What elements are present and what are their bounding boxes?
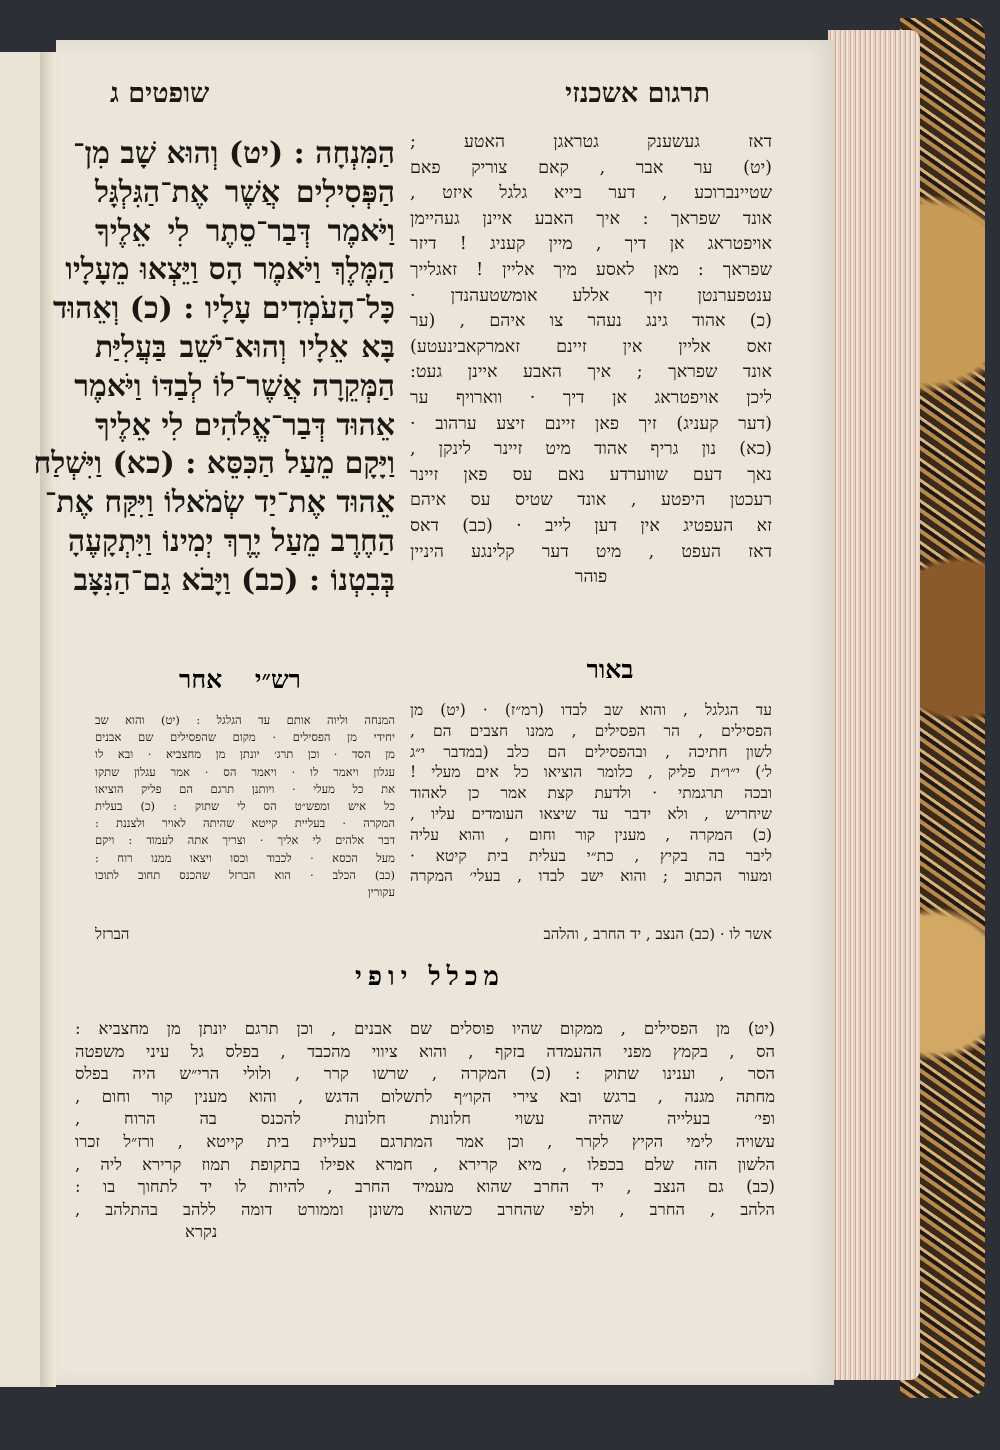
- shared-line-right: אשר לו · (כב) הנצב , יד החרב , והלהב: [543, 925, 772, 943]
- yiddish-line: שטיינברוכע , דער בייא גלגל איזט ,: [410, 183, 772, 204]
- yiddish-line: נאך דעם שווערדע נאם עס פאן זיינר: [410, 464, 772, 485]
- rashi-line: (כב) הכלב · הוא הברזל שהכנס תחוב לתוכו: [95, 867, 395, 882]
- hebrew-line: הַמֶּלֶךְ וַיֹּאמֶר הָס וַיֵּצְאוּ מֵעָלָיו: [65, 252, 395, 288]
- hebrew-line: הַפְּסִילִים אֲשֶׁר אֶת־הַגִּלְגָּל: [95, 174, 395, 210]
- rashi-line: מעל הכסא · לכבוד וכסו ויצאו ממנו רוח :: [95, 850, 395, 865]
- yiddish-line: זא העפטיג אין דען לייב · (כב) דאס: [410, 515, 772, 536]
- shared-continuation-line: [95, 924, 772, 944]
- page-edges: [828, 30, 920, 1380]
- mikhlol-line: (יט) מן הפסילים , ממקום שהיו פוסלים שם אבנים , וכן תרגם יונתן מן מחצביא :: [75, 1019, 775, 1038]
- hebrew-line: הַחֶרֶב מֵעַל יֶרֶךְ יְמִינוֹ וַיִּתְקָעֶהָ: [67, 523, 395, 559]
- rashi-commentary: [95, 712, 395, 901]
- biur-line: הפסילים , הר הפסילים , ממנו חצבים הם ,: [410, 721, 772, 740]
- biur-line: (כ) המקרה , מענין קור וחום , והוא עליה: [410, 825, 772, 844]
- mikhlol-line: עשויה לימי הקיץ לקרר , וכן אמר המתרגם בעליית בית קייטא , ורז״ל זכרו: [75, 1131, 775, 1151]
- yiddish-line: (כ) אהוד גינג נעהר צו איהם , (ער: [410, 311, 772, 332]
- rashi-line: מן הסד · וכן תרג׳ יונתן מן מחצביא · ובא לו: [95, 747, 395, 762]
- yiddish-line: (כא) נון גריף אהוד מיט זיינר לינקן ,: [410, 439, 772, 460]
- mikhlol-yofi-commentary: [75, 1018, 775, 1244]
- hebrew-line: בָּא אֵלָיו וְהוּא־יֹשֵׁב בַּעֲלִיַּת: [95, 329, 395, 365]
- biur-line: לשון חתיכה , ובהפסילים הם כלב (במדבר י״ג: [410, 742, 772, 761]
- biur-line: ל׳) י״ו״ת פליק , כלומר הוציאו כל אים מעלי !: [410, 763, 772, 782]
- mikhlol-line: (כב) גם הנצב , יד החרב שהוא מעמיד החרב , להיות לו יד לתחוך בו :: [75, 1177, 775, 1197]
- rashi-line: יחידי מן הפסילים · מקום שהפסילים שם אבנים: [95, 730, 395, 745]
- yiddish-line: אויפטראג אן דיך , מיין קעניג ! דיזר: [410, 234, 772, 255]
- header-right-title: תרגום אשכנזי: [565, 78, 710, 109]
- header-left-title: שופטים ג: [110, 78, 210, 109]
- yiddish-line: זאס אליין אין זיינם זאמרקאבינעטע): [410, 336, 772, 357]
- mikhlol-line: הלשון הזה שלם בכפלו , מיא קרירא , חמרא אפילו בתקופת תמוז קרירא ליה ,: [75, 1154, 775, 1174]
- mikhlol-line: נקרא: [185, 1222, 218, 1242]
- biur-line: עד הגלגל , והוא שב לבדו (רמ״ז) · (יט) מן: [410, 701, 772, 719]
- hebrew-line: בְּבִטְנוֹ : (כב) וַיָּבֹא גַם־הַנִּצָּב: [73, 562, 395, 598]
- rashi-line: עקורין: [367, 885, 395, 900]
- book-gutter: [40, 52, 56, 1387]
- rashi-title-label: רש״י: [254, 665, 301, 694]
- hebrew-line: כָּל־הָעֹמְדִים עָלָיו : (כ) וְאֵהוּד: [53, 291, 395, 327]
- rashi-line: את כל מעלי · ויותנן תרגם הם פליק הוציאו: [95, 781, 395, 796]
- hebrew-line: אֵהוּד אֶת־יַד שְׂמֹאלוֹ וַיִּקַּח אֶת־: [44, 485, 395, 521]
- biur-line: ובכה תרגמתי · ולדעת קצת אמר כן לאהוד: [410, 784, 772, 803]
- yiddish-line: (יט) ער אבר , קאם צוריק פאם: [410, 157, 772, 178]
- yiddish-line: (דער קעניג) זיך פאן זיינם זיצע ערהוב ·: [410, 413, 772, 434]
- yiddish-line: ליכן אויפטראג אן דיך · ווארויף ער: [410, 387, 772, 408]
- mikhlol-line: הלהב , החרב , ולפי שהחרב כשהוא משונן וממורט דומה ללהב בהתלהב ,: [75, 1199, 775, 1219]
- yiddish-line: דאז העפט , מיט דער קלינגע היניין: [410, 541, 772, 562]
- biur-line: ליבר בה בקיץ , כת״י בעלית בית קיטא ·: [410, 846, 772, 865]
- rashi-title-right: אחר: [179, 665, 223, 694]
- rashi-title: [90, 665, 390, 695]
- mikhlol-line: ופי׳ בעלייה שהיה עשוי חלונות חלונות להכנס בה הרוח ,: [75, 1109, 775, 1129]
- hebrew-line: וַיֹּאמֶר דְּבַר־סֵתֶר לִי אֵלֶיךָ: [95, 213, 395, 249]
- yiddish-translation-column: [410, 130, 772, 591]
- shared-line-left: הברזל: [95, 925, 130, 943]
- yiddish-line: ענטפערנטן זיך אללע אומשטעהנדן ·: [410, 285, 772, 306]
- biur-commentary: [410, 700, 772, 887]
- mikhlol-line: הס , בקמץ מפני ההעמדה בזקף , והוא ציווי מהכבד , בפלס גל עיני משפטה: [75, 1041, 775, 1061]
- biur-line: ומעור הכתוב ; והוא ישב לבדו , בעלי׳ המקרה: [410, 867, 772, 886]
- hebrew-line: וַיָּקָם מֵעַל הַכִּסֵּא : (כא) וַיִּשְׁלַח: [33, 446, 395, 482]
- yiddish-line: רעכטן היפטע , אונד שטיס עס איהם: [410, 490, 772, 511]
- rashi-line: עגלון ויאמר לו · ויאמר הס · אמר עגלון שתקו: [95, 764, 395, 779]
- yiddish-line: אונד שפראך : איך האבע איינן געהיימן: [410, 208, 772, 229]
- hebrew-text-column: [33, 135, 395, 601]
- hebrew-line: הַמִּנְחָה : (יט) וְהוּא שָׁב מִן־: [73, 136, 395, 171]
- rashi-line: דבר אלהים לי אליך · וצריך אתה לעמוד : ויקם: [95, 833, 395, 848]
- biur-title: באור: [586, 655, 634, 684]
- yiddish-line: פוהר: [574, 567, 608, 588]
- rashi-line: המנחה וליוה אותם עד הגלגל : (יט) והוא שב: [95, 713, 395, 727]
- rashi-line: כל איש ומפש״ט הס לי שתוק : (כ) בעלית: [95, 799, 395, 814]
- yiddish-line: אונד שפראך ; איך האבע איינן געט:: [410, 362, 772, 383]
- rashi-line: המקרה · בעליית קייטא שהיתה לאויר ולצננת :: [95, 816, 395, 831]
- biur-line: שיחריש , ולא ידבר עד שיצאו העומדים עליו ,: [410, 804, 772, 823]
- hebrew-line: אֵהוּד דְּבַר־אֱלֹהִים לִי אֵלֶיךָ: [95, 407, 395, 443]
- yiddish-line: דאז געשענק גטראגן האטע ;: [410, 132, 772, 152]
- mikhlol-line: מחתה מגנה , ברגש ובא צירי הקו״ף לתשלום הדגש , והוא מענין קור וחום ,: [75, 1086, 775, 1106]
- hebrew-line: הַמְּקֵרָה אֲשֶׁר־לוֹ לְבַדּוֹ וַיֹּאמֶר: [74, 368, 395, 404]
- yiddish-line: שפראך : מאן לאסע מיך אליין ! זאגלייך: [410, 259, 772, 280]
- mikhlol-line: הסר , וענינו שתוק : (כ) המקרה , שרשו קרר , ולולי הרי״ש היה בפלס: [75, 1064, 775, 1084]
- mikhlol-yofi-title: מכלל יופי: [355, 962, 505, 992]
